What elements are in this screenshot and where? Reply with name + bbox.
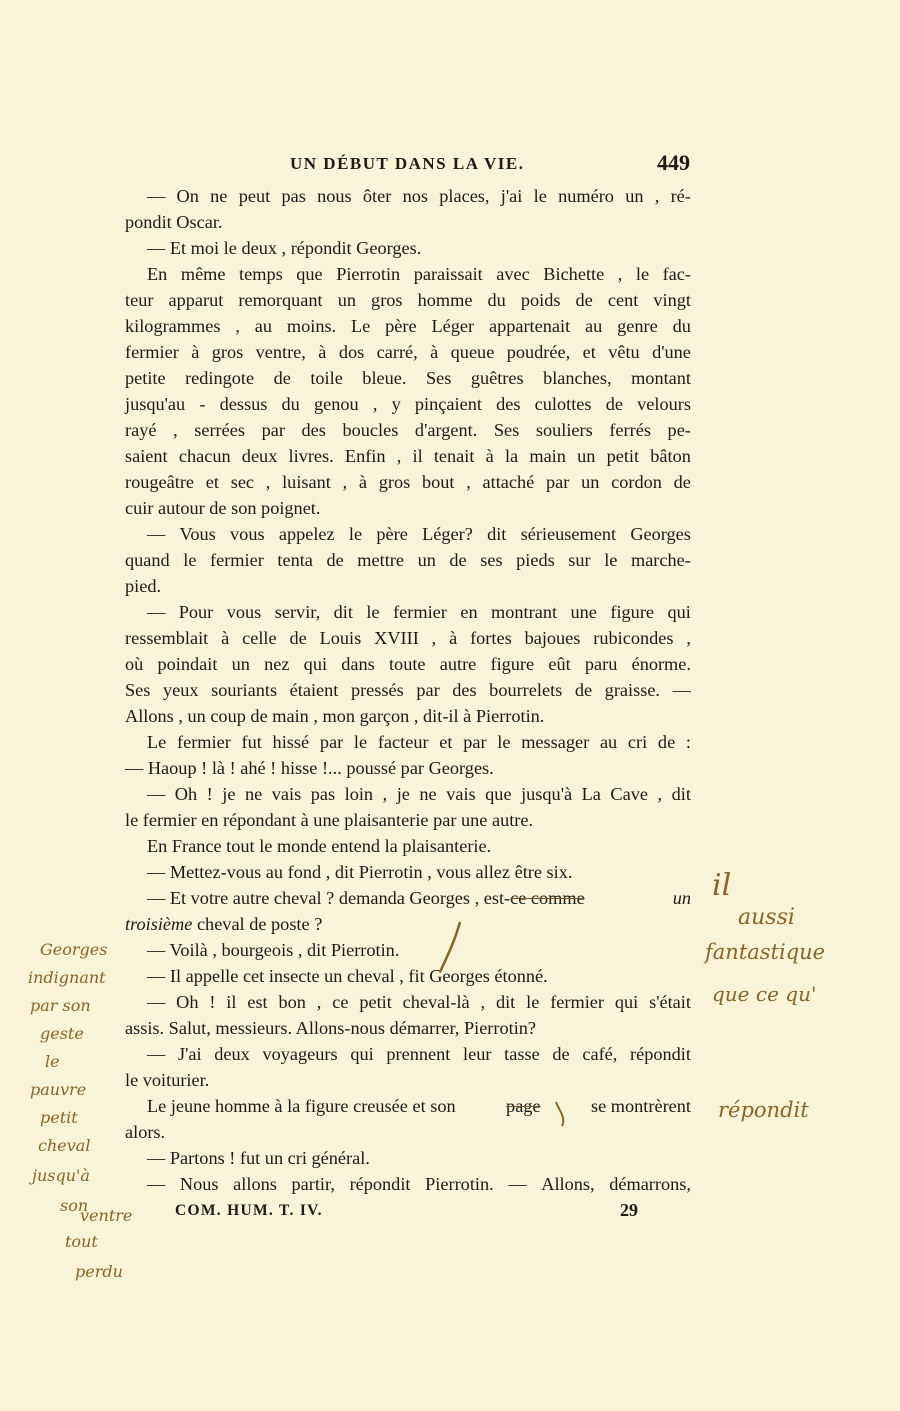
annotation-right-4: que ce qu' — [712, 982, 817, 1006]
text-line: ressemblait à celle de Louis XVIII , à fortes bajoues rubicondes , — [125, 628, 691, 648]
text-segment: se montrèrent — [590, 1096, 691, 1116]
text-line-troisieme — [125, 911, 691, 937]
text-line: Allons , un coup de main , mon garçon , dit-il à Pierrotin. — [125, 706, 545, 726]
body-text — [125, 183, 691, 1197]
annotation-right-1: il — [712, 868, 732, 903]
text-line: cuir autour de son poignet. — [125, 498, 321, 518]
text-line: où poindait un nez qui dans toute autre figure eût paru énorme. — [125, 654, 691, 674]
text-line: kilogrammes , au moins. Le père Léger appartenait au genre du — [125, 316, 691, 336]
text-line: jusqu'au - dessus du genou , y pinçaient des culottes de velours — [125, 394, 691, 414]
text-line: petite redingote de toile bleue. Ses guêtres blanches, montant — [125, 368, 691, 388]
text-segment: cheval de poste ? — [196, 914, 323, 934]
text-line: — J'ai deux voyageurs qui prennent leur tasse de café, répondit — [147, 1044, 691, 1064]
text-line-jeune — [125, 1093, 691, 1119]
struck-text: page — [506, 1096, 541, 1116]
struck-text: ce comme — [510, 888, 585, 908]
text-line: — Mettez-vous au fond , dit Pierrotin , vous allez être six. — [147, 862, 573, 882]
text-line: teur apparut remorquant un gros homme du poids de cent vingt — [125, 290, 691, 310]
annotation-left-word: pauvre — [30, 1080, 87, 1099]
annotation-left-word: tout — [65, 1232, 98, 1251]
page-header — [125, 150, 690, 180]
text-line: alors. — [125, 1122, 166, 1142]
text-line: saient chacun deux livres. Enfin , il tenait à la main un petit bâton — [125, 446, 691, 466]
annotation-left-word: son — [60, 1196, 89, 1215]
annotation-left-word: jusqu'à — [32, 1166, 90, 1185]
text-line: Ses yeux souriants étaient pressés par des bourrelets de graisse. — — [125, 680, 691, 700]
folio-number: 29 — [620, 1200, 638, 1220]
text-line: — Pour vous servir, dit le fermier en montrant une figure qui — [147, 602, 691, 622]
text-line: fermier à gros ventre, à dos carré, à queue poudrée, et vêtu d'une — [125, 342, 691, 362]
text-line: En France tout le monde entend la plaisanterie. — [147, 836, 492, 856]
text-line: pied. — [125, 576, 162, 596]
annotation-left-word: perdu — [75, 1262, 123, 1281]
text-line: pondit Oscar. — [125, 212, 223, 232]
text-line: — Voilà , bourgeois , dit Pierrotin. — [147, 940, 400, 960]
running-title: UN DÉBUT DANS LA VIE. — [290, 154, 525, 173]
text-line: rayé , serrées par des boucles d'argent. Ses souliers ferrés pe- — [125, 420, 691, 440]
text-line: assis. Salut, messieurs. Allons-nous démarrer, Pierrotin? — [125, 1018, 537, 1038]
text-line-cheval — [125, 885, 691, 911]
italic-text: un — [672, 888, 691, 908]
annotation-left-word: le — [45, 1052, 60, 1071]
text-line: quand le fermier tenta de mettre un de ses pieds sur le marche- — [125, 550, 691, 570]
text-segment: — Et votre autre cheval ? demanda Georges , est- — [147, 888, 511, 908]
page-footer — [175, 1202, 655, 1228]
text-line: — Vous vous appelez le père Léger? dit sérieusement Georges — [147, 524, 691, 544]
text-line: — Il appelle cet insecte un cheval , fit Georges étonné. — [147, 966, 548, 986]
text-line: En même temps que Pierrotin paraissait avec Bichette , le fac- — [147, 264, 691, 284]
text-line: — Partons ! fut un cri général. — [147, 1148, 370, 1168]
text-line: rougeâtre et sec , luisant , à gros bout , attaché par un cordon de — [125, 472, 691, 492]
annotation-left-word: indignant — [28, 968, 106, 987]
text-line: — On ne peut pas nous ôter nos places, j'ai le numéro un , ré- — [147, 186, 691, 206]
annotation-left-word: geste — [40, 1024, 84, 1043]
page-number: 449 — [657, 150, 690, 175]
text-line: — Haoup ! là ! ahé ! hisse !... poussé par Georges. — [125, 758, 494, 778]
text-line: Le fermier fut hissé par le facteur et par le messager au cri de : — [147, 732, 691, 752]
text-line: — Et moi le deux , répondit Georges. — [147, 238, 422, 258]
annotation-right-3: fantastique — [705, 940, 826, 964]
text-line: le fermier en répondant à une plaisanterie par une autre. — [125, 810, 534, 830]
text-line: le voiturier. — [125, 1070, 210, 1090]
italic-text: troisième — [125, 914, 193, 934]
text-line: — Nous allons partir, répondit Pierrotin. — Allons, démarrons, — [147, 1174, 691, 1194]
annotation-right-2: aussi — [738, 905, 795, 930]
annotation-left-word: Georges — [40, 940, 108, 959]
text-segment: Le jeune homme à la figure creusée et son — [147, 1096, 456, 1116]
annotation-right-5: répondit — [718, 1098, 809, 1122]
annotation-left-word: par son — [30, 996, 91, 1015]
annotation-left-word: cheval — [38, 1136, 91, 1155]
text-line: — Oh ! je ne vais pas loin , je ne vais que jusqu'à La Cave , dit — [147, 784, 691, 804]
signature-mark: COM. HUM. T. IV. — [175, 1202, 323, 1219]
annotation-left-word: ventre — [80, 1206, 133, 1225]
text-line: — Oh ! il est bon , ce petit cheval-là , dit le fermier qui s'était — [147, 992, 691, 1012]
annotation-left-word: petit — [40, 1108, 78, 1127]
